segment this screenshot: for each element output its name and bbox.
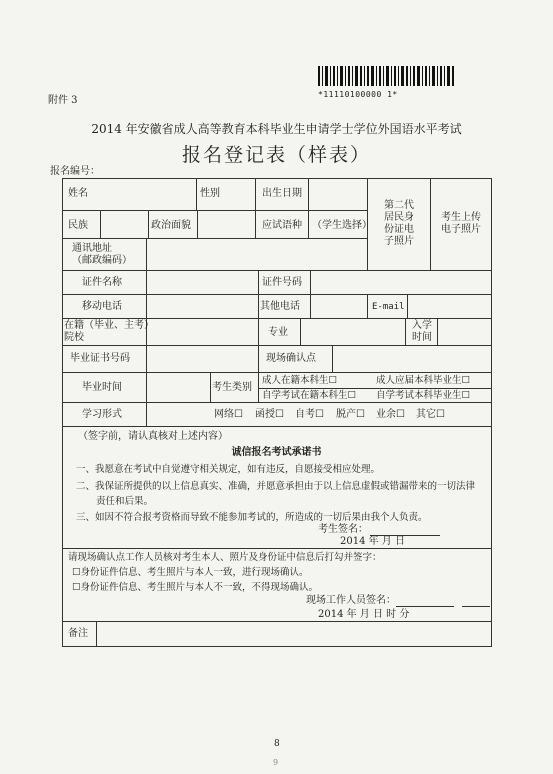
- major-label: 专业: [268, 327, 288, 338]
- study-option-correspondence[interactable]: 函授☐: [255, 409, 284, 420]
- birth-date-label: 出生日期: [262, 188, 302, 199]
- id-photo-line: 第二代: [384, 200, 414, 211]
- confirm-site-label: 现场确认点: [266, 353, 316, 364]
- barcode-number: *11110100000 1*: [318, 90, 398, 99]
- school-label: [64, 320, 154, 344]
- pledge-note: （签字前，请认真核对上述内容）: [78, 431, 228, 442]
- study-form-label: 学习形式: [82, 409, 122, 420]
- study-option-self-study[interactable]: 自考☐: [295, 409, 324, 420]
- reg-no-label: 报名编号：: [50, 166, 100, 177]
- barcode-bars: [318, 66, 456, 86]
- enroll-time-label: [409, 320, 435, 344]
- pledge-date: 2014 年 月 日: [340, 536, 405, 547]
- exam-language-label: 应试语种: [262, 220, 302, 231]
- address-label: [72, 243, 144, 267]
- id-type-label: 证件名称: [82, 277, 122, 288]
- school-field[interactable]: [148, 320, 256, 343]
- confirm-site-field[interactable]: [334, 347, 489, 370]
- mobile-field[interactable]: [148, 296, 256, 316]
- page-mark: 9: [273, 758, 279, 767]
- remark-field[interactable]: [98, 623, 489, 644]
- enroll-time-field[interactable]: [439, 320, 489, 343]
- id-number-label: 证件号码: [262, 277, 302, 288]
- school-line: 院校: [64, 332, 84, 343]
- candidate-signature-label: 考生签名：: [318, 524, 368, 535]
- birth-date-field[interactable]: [310, 182, 364, 206]
- gender-label: 性别: [200, 188, 220, 199]
- category-option-adult-graduate[interactable]: 成人应届本科毕业生☐: [376, 375, 471, 386]
- study-option-other[interactable]: 其它☐: [416, 409, 445, 420]
- attachment-label: 附件 3: [48, 95, 78, 106]
- category-option-self-study-enrolled[interactable]: 自学考试在籍本科生☐: [262, 390, 357, 401]
- ethnicity-field[interactable]: [102, 213, 146, 235]
- pledge-title: 诚信报名考试承诺书: [231, 447, 322, 458]
- id-photo-line: 居民身: [384, 212, 414, 223]
- photo-upload-area[interactable]: [433, 212, 489, 236]
- major-field[interactable]: [302, 320, 403, 343]
- school-line: 在籍（毕业、主考）: [64, 320, 154, 331]
- form-title: 报名登记表（样表）: [181, 144, 371, 166]
- id-number-field[interactable]: [312, 272, 489, 292]
- ethnicity-label: 民族: [68, 220, 88, 231]
- verify-date: 2014 年 月 日 时 分: [318, 609, 410, 620]
- staff-signature-line-2: [462, 606, 490, 607]
- category-option-self-study-graduate[interactable]: 自学考试本科毕业生☐: [376, 390, 471, 401]
- mobile-label: 移动电话: [82, 301, 122, 312]
- study-option-full-time[interactable]: 脱产☐: [336, 409, 365, 420]
- pledge-item-2: 二、我保证所提供的以上信息真实、准确，并愿意承担由于以上信息虚假或错漏带来的一切法律: [76, 481, 476, 492]
- other-phone-field[interactable]: [312, 296, 365, 316]
- exam-language-select[interactable]: （学生选择）: [312, 220, 372, 231]
- name-field[interactable]: [100, 182, 194, 206]
- grad-time-label: 毕业时间: [82, 382, 122, 393]
- pledge-item-2-cont: 责任和后果。: [96, 496, 154, 507]
- photo-upload-line: 考生上传: [441, 212, 481, 223]
- id-photo-label: [370, 200, 428, 248]
- enroll-time-line: 时间: [412, 332, 432, 343]
- cert-no-label: 毕业证书号码: [70, 353, 130, 364]
- pledge-item-1: 一、我愿意在考试中自觉遵守相关规定，如有违反，自愿接受相应处理。: [76, 464, 381, 475]
- staff-signature-line[interactable]: [396, 606, 454, 607]
- photo-upload-line: 电子照片: [441, 224, 481, 235]
- category-option-adult-enrolled[interactable]: 成人在籍本科生☐: [262, 375, 338, 386]
- enroll-time-line: 入学: [412, 320, 432, 331]
- study-option-network[interactable]: 网络☐: [214, 409, 243, 420]
- pledge-item-3: 三、如因不符合报考资格而导致不能参加考试的，所造成的一切后果由我个人负责。: [76, 512, 428, 523]
- id-type-field[interactable]: [148, 272, 256, 292]
- grad-time-field[interactable]: [148, 374, 208, 400]
- verify-intro: 请现场确认点工作人员核对考生本人、照片及身份证中信息后打勾并签字：: [68, 552, 382, 563]
- email-label: E-mail: [372, 302, 405, 312]
- address-field[interactable]: [148, 241, 364, 268]
- exam-category-label: 考生类别: [212, 382, 252, 393]
- form-title-line1: 2014 年安徽省成人高等教育本科毕业生申请学士学位外国语水平考试: [91, 122, 462, 136]
- other-phone-label: 其他电话: [260, 301, 300, 312]
- page-number: 8: [274, 739, 280, 749]
- political-label: 政治面貌: [151, 220, 191, 231]
- gender-field[interactable]: [226, 182, 252, 206]
- staff-signature-label: 现场工作人员签名：: [306, 595, 396, 606]
- email-field[interactable]: [409, 296, 489, 316]
- political-field[interactable]: [199, 213, 253, 235]
- barcode: [318, 66, 456, 99]
- id-photo-line: 份证电: [384, 224, 414, 235]
- address-line: （邮政编码）: [72, 255, 132, 266]
- address-line: 通讯地址: [72, 243, 112, 254]
- verify-option-match[interactable]: ☐身份证件信息、考生照片与本人一致，进行现场确认。: [72, 567, 309, 578]
- verify-option-mismatch[interactable]: ☐身份证件信息、考生照片与本人不一致，不得现场确认。: [72, 582, 319, 593]
- cert-no-field[interactable]: [148, 347, 256, 370]
- remark-label: 备注: [68, 628, 88, 639]
- study-option-part-time[interactable]: 业余☐: [376, 409, 405, 420]
- name-label: 姓名: [68, 188, 88, 199]
- id-photo-line: 子照片: [384, 236, 414, 247]
